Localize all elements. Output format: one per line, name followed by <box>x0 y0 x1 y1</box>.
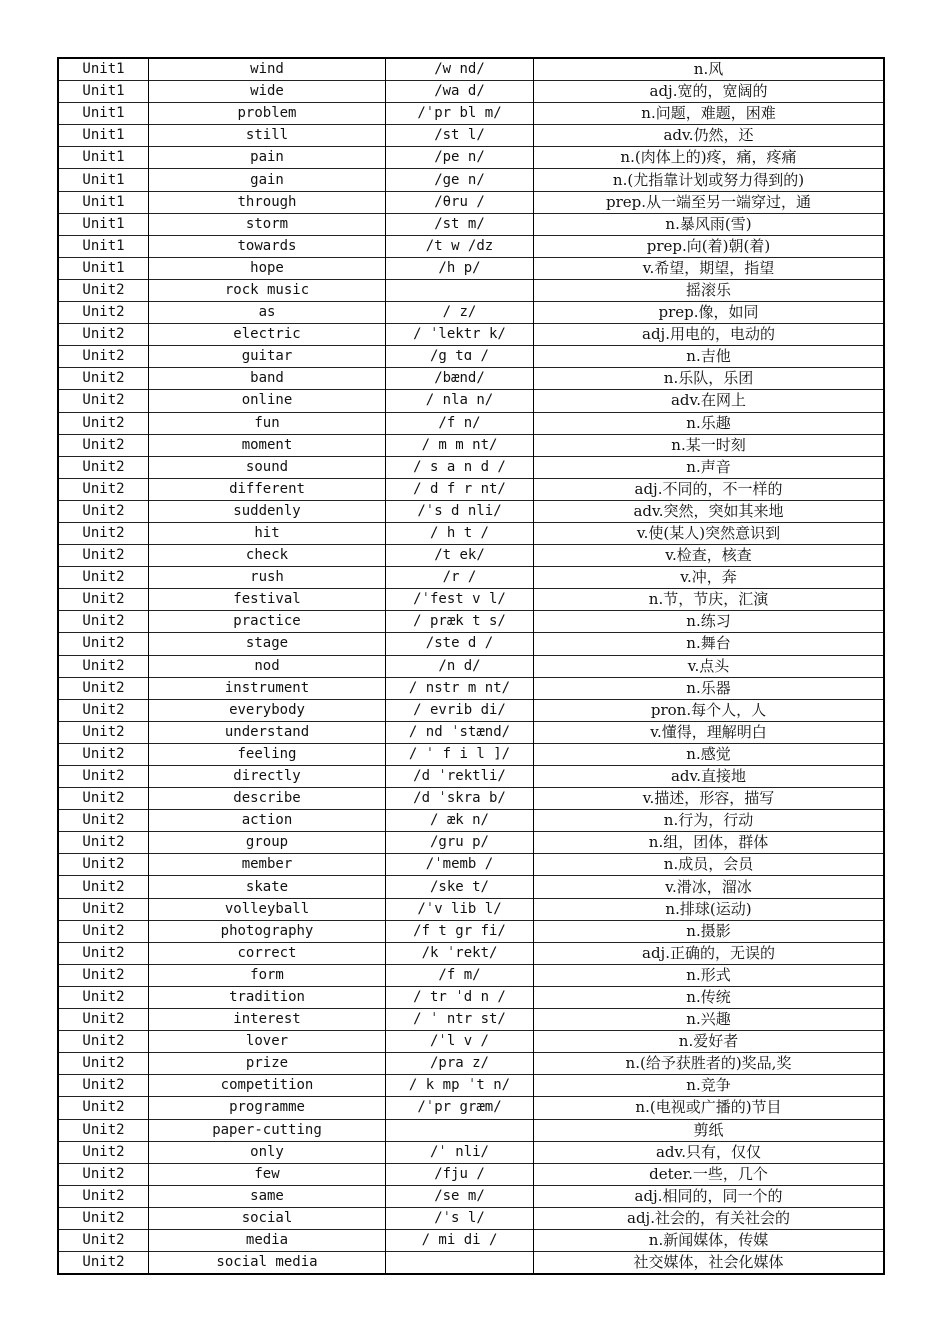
phonetic-cell: /ste d / <box>386 633 534 655</box>
meaning-cell: n.乐队，乐团 <box>534 368 885 390</box>
table-row <box>58 302 884 324</box>
table-row <box>58 876 884 898</box>
phonetic-cell <box>386 1119 534 1141</box>
word-cell: festival <box>149 589 386 611</box>
table-row <box>58 81 884 103</box>
unit-cell: Unit2 <box>58 832 149 854</box>
word-cell: gain <box>149 169 386 191</box>
word-cell: hope <box>149 257 386 279</box>
unit-cell: Unit2 <box>58 1163 149 1185</box>
word-cell: suddenly <box>149 500 386 522</box>
word-cell: form <box>149 964 386 986</box>
phonetic-cell: /ˈs l/ <box>386 1207 534 1229</box>
table-row <box>58 810 884 832</box>
unit-cell: Unit2 <box>58 854 149 876</box>
table-row <box>58 191 884 213</box>
phonetic-cell: /g tɑ / <box>386 346 534 368</box>
word-cell: photography <box>149 920 386 942</box>
phonetic-cell: / h t / <box>386 522 534 544</box>
meaning-cell: adv.在网上 <box>534 390 885 412</box>
phonetic-cell: / z/ <box>386 302 534 324</box>
word-cell: guitar <box>149 346 386 368</box>
unit-cell: Unit2 <box>58 1031 149 1053</box>
unit-cell: Unit2 <box>58 279 149 301</box>
unit-cell: Unit2 <box>58 677 149 699</box>
table-row <box>58 1207 884 1229</box>
meaning-cell: 剪纸 <box>534 1119 885 1141</box>
phonetic-cell: /gru p/ <box>386 832 534 854</box>
meaning-cell: n.组，团体，群体 <box>534 832 885 854</box>
unit-cell: Unit2 <box>58 942 149 964</box>
table-row <box>58 788 884 810</box>
meaning-cell: adj.不同的，不一样的 <box>534 478 885 500</box>
unit-cell: Unit2 <box>58 766 149 788</box>
meaning-cell: adj.相同的，同一个的 <box>534 1185 885 1207</box>
meaning-cell: adv.突然，突如其来地 <box>534 500 885 522</box>
meaning-cell: v.描述，形容，描写 <box>534 788 885 810</box>
table-row <box>58 279 884 301</box>
phonetic-cell <box>386 1252 534 1275</box>
unit-cell: Unit2 <box>58 456 149 478</box>
unit-cell: Unit1 <box>58 257 149 279</box>
phonetic-cell: /f t gr fi/ <box>386 920 534 942</box>
table-row <box>58 1097 884 1119</box>
table-row <box>58 1252 884 1275</box>
unit-cell: Unit2 <box>58 920 149 942</box>
phonetic-cell: /ˈl v / <box>386 1031 534 1053</box>
word-cell: pain <box>149 147 386 169</box>
table-row <box>58 964 884 986</box>
table-row <box>58 699 884 721</box>
table-row <box>58 589 884 611</box>
meaning-cell: n.排球(运动) <box>534 898 885 920</box>
word-cell: check <box>149 545 386 567</box>
word-cell: social media <box>149 1252 386 1275</box>
phonetic-cell: / præk t s/ <box>386 611 534 633</box>
meaning-cell: n.新闻媒体，传媒 <box>534 1229 885 1251</box>
unit-cell: Unit2 <box>58 633 149 655</box>
meaning-cell: adj.用电的，电动的 <box>534 324 885 346</box>
word-cell: member <box>149 854 386 876</box>
meaning-cell: n.问题，难题，困难 <box>534 103 885 125</box>
word-cell: storm <box>149 213 386 235</box>
table-row <box>58 655 884 677</box>
meaning-cell: 社交媒体，社会化媒体 <box>534 1252 885 1275</box>
meaning-cell: n.(肉体上的)疼，痛，疼痛 <box>534 147 885 169</box>
phonetic-cell: /w nd/ <box>386 58 534 81</box>
word-cell: describe <box>149 788 386 810</box>
word-cell: rock music <box>149 279 386 301</box>
unit-cell: Unit2 <box>58 964 149 986</box>
meaning-cell: adj.宽的，宽阔的 <box>534 81 885 103</box>
phonetic-cell: /k ˈrekt/ <box>386 942 534 964</box>
unit-cell: Unit2 <box>58 655 149 677</box>
table-row <box>58 1163 884 1185</box>
phonetic-cell: /st l/ <box>386 125 534 147</box>
meaning-cell: n.声音 <box>534 456 885 478</box>
phonetic-cell: /d ˈskra b/ <box>386 788 534 810</box>
unit-cell: Unit2 <box>58 721 149 743</box>
meaning-cell: v.冲，奔 <box>534 567 885 589</box>
word-cell: through <box>149 191 386 213</box>
meaning-cell: v.点头 <box>534 655 885 677</box>
unit-cell: Unit2 <box>58 478 149 500</box>
meaning-cell: n.吉他 <box>534 346 885 368</box>
meaning-cell: n.(尤指靠计划或努力得到的) <box>534 169 885 191</box>
unit-cell: Unit2 <box>58 412 149 434</box>
word-cell: programme <box>149 1097 386 1119</box>
table-row <box>58 58 884 81</box>
unit-cell: Unit2 <box>58 368 149 390</box>
meaning-cell: n.乐趣 <box>534 412 885 434</box>
phonetic-cell: / nla n/ <box>386 390 534 412</box>
unit-cell: Unit1 <box>58 103 149 125</box>
unit-cell: Unit2 <box>58 743 149 765</box>
table-row <box>58 986 884 1008</box>
phonetic-cell: / mi di / <box>386 1229 534 1251</box>
table-row <box>58 611 884 633</box>
unit-cell: Unit1 <box>58 169 149 191</box>
table-row <box>58 103 884 125</box>
phonetic-cell: /h p/ <box>386 257 534 279</box>
unit-cell: Unit2 <box>58 1009 149 1031</box>
phonetic-cell: / æk n/ <box>386 810 534 832</box>
phonetic-cell: /ske t/ <box>386 876 534 898</box>
meaning-cell: 摇滚乐 <box>534 279 885 301</box>
table-row <box>58 390 884 412</box>
phonetic-cell: /se m/ <box>386 1185 534 1207</box>
meaning-cell: v.检查，核查 <box>534 545 885 567</box>
phonetic-cell: /ˈpr græm/ <box>386 1097 534 1119</box>
word-cell: moment <box>149 434 386 456</box>
unit-cell: Unit2 <box>58 567 149 589</box>
phonetic-cell: /wa d/ <box>386 81 534 103</box>
table-row <box>58 942 884 964</box>
word-cell: nod <box>149 655 386 677</box>
table-row <box>58 434 884 456</box>
unit-cell: Unit2 <box>58 699 149 721</box>
table-row <box>58 545 884 567</box>
unit-cell: Unit2 <box>58 589 149 611</box>
word-cell: directly <box>149 766 386 788</box>
meaning-cell: prep.向(着)朝(着) <box>534 235 885 257</box>
meaning-cell: adv.仍然，还 <box>534 125 885 147</box>
phonetic-cell: / ˈ f i l ]/ <box>386 743 534 765</box>
unit-cell: Unit2 <box>58 434 149 456</box>
unit-cell: Unit1 <box>58 213 149 235</box>
unit-cell: Unit2 <box>58 545 149 567</box>
word-cell: feeling <box>149 743 386 765</box>
phonetic-cell: / d f r nt/ <box>386 478 534 500</box>
meaning-cell: n.(电视或广播的)节目 <box>534 1097 885 1119</box>
unit-cell: Unit2 <box>58 986 149 1008</box>
table-row <box>58 368 884 390</box>
meaning-cell: n.兴趣 <box>534 1009 885 1031</box>
phonetic-cell: /n d/ <box>386 655 534 677</box>
unit-cell: Unit2 <box>58 1141 149 1163</box>
meaning-cell: n.成员，会员 <box>534 854 885 876</box>
table-row <box>58 257 884 279</box>
word-cell: stage <box>149 633 386 655</box>
phonetic-cell: /t ek/ <box>386 545 534 567</box>
meaning-cell: n.节，节庆，汇演 <box>534 589 885 611</box>
table-row <box>58 743 884 765</box>
word-cell: wide <box>149 81 386 103</box>
meaning-cell: n.(给予获胜者的)奖品,奖 <box>534 1053 885 1075</box>
table-row <box>58 213 884 235</box>
phonetic-cell: /ˈfest v l/ <box>386 589 534 611</box>
word-cell: tradition <box>149 986 386 1008</box>
table-row <box>58 567 884 589</box>
phonetic-cell: /fju / <box>386 1163 534 1185</box>
meaning-cell: adv.直接地 <box>534 766 885 788</box>
table-row <box>58 478 884 500</box>
word-cell: action <box>149 810 386 832</box>
meaning-cell: pron.每个人，人 <box>534 699 885 721</box>
table-row <box>58 1009 884 1031</box>
meaning-cell: n.风 <box>534 58 885 81</box>
unit-cell: Unit1 <box>58 125 149 147</box>
unit-cell: Unit2 <box>58 522 149 544</box>
table-row <box>58 522 884 544</box>
phonetic-cell: /t w /dz <box>386 235 534 257</box>
table-row <box>58 1075 884 1097</box>
table-row <box>58 500 884 522</box>
phonetic-cell: /f n/ <box>386 412 534 434</box>
word-cell: group <box>149 832 386 854</box>
unit-cell: Unit2 <box>58 1053 149 1075</box>
unit-cell: Unit2 <box>58 324 149 346</box>
phonetic-cell: / ˈlektr k/ <box>386 324 534 346</box>
meaning-cell: n.暴风雨(雪) <box>534 213 885 235</box>
phonetic-cell: /pe n/ <box>386 147 534 169</box>
word-cell: few <box>149 1163 386 1185</box>
meaning-cell: n.传统 <box>534 986 885 1008</box>
word-cell: wind <box>149 58 386 81</box>
phonetic-cell: /ˈpr bl m/ <box>386 103 534 125</box>
unit-cell: Unit2 <box>58 1229 149 1251</box>
unit-cell: Unit2 <box>58 346 149 368</box>
unit-cell: Unit2 <box>58 788 149 810</box>
word-cell: understand <box>149 721 386 743</box>
phonetic-cell: / evrib di/ <box>386 699 534 721</box>
phonetic-cell: /ˈv lib l/ <box>386 898 534 920</box>
phonetic-cell: /d ˈrektli/ <box>386 766 534 788</box>
unit-cell: Unit2 <box>58 1207 149 1229</box>
unit-cell: Unit2 <box>58 898 149 920</box>
meaning-cell: prep.从一端至另一端穿过，通 <box>534 191 885 213</box>
table-row <box>58 346 884 368</box>
word-cell: interest <box>149 1009 386 1031</box>
unit-cell: Unit2 <box>58 810 149 832</box>
word-cell: same <box>149 1185 386 1207</box>
word-cell: as <box>149 302 386 324</box>
unit-cell: Unit1 <box>58 191 149 213</box>
meaning-cell: adj.社会的，有关社会的 <box>534 1207 885 1229</box>
word-cell: skate <box>149 876 386 898</box>
phonetic-cell: /st m/ <box>386 213 534 235</box>
table-row <box>58 125 884 147</box>
table-row <box>58 1119 884 1141</box>
word-cell: sound <box>149 456 386 478</box>
word-cell: hit <box>149 522 386 544</box>
meaning-cell: n.行为，行动 <box>534 810 885 832</box>
word-cell: paper-cutting <box>149 1119 386 1141</box>
unit-cell: Unit2 <box>58 500 149 522</box>
word-cell: media <box>149 1229 386 1251</box>
phonetic-cell: /ˈ nli/ <box>386 1141 534 1163</box>
word-cell: towards <box>149 235 386 257</box>
phonetic-cell: / s a n d / <box>386 456 534 478</box>
table-row <box>58 1185 884 1207</box>
unit-cell: Unit1 <box>58 58 149 81</box>
table-row <box>58 1031 884 1053</box>
meaning-cell: v.懂得，理解明白 <box>534 721 885 743</box>
table-row <box>58 920 884 942</box>
table-row <box>58 1053 884 1075</box>
unit-cell: Unit2 <box>58 302 149 324</box>
phonetic-cell: /ˈmemb / <box>386 854 534 876</box>
word-cell: still <box>149 125 386 147</box>
unit-cell: Unit2 <box>58 1252 149 1275</box>
unit-cell: Unit2 <box>58 1075 149 1097</box>
table-row <box>58 832 884 854</box>
unit-cell: Unit1 <box>58 147 149 169</box>
word-cell: competition <box>149 1075 386 1097</box>
phonetic-cell: / nd ˈstænd/ <box>386 721 534 743</box>
table-row <box>58 854 884 876</box>
word-cell: prize <box>149 1053 386 1075</box>
unit-cell: Unit1 <box>58 81 149 103</box>
table-row <box>58 169 884 191</box>
table-row <box>58 898 884 920</box>
word-cell: volleyball <box>149 898 386 920</box>
meaning-cell: n.爱好者 <box>534 1031 885 1053</box>
word-cell: fun <box>149 412 386 434</box>
phonetic-cell: / nstr m nt/ <box>386 677 534 699</box>
word-cell: instrument <box>149 677 386 699</box>
meaning-cell: n.练习 <box>534 611 885 633</box>
word-cell: practice <box>149 611 386 633</box>
meaning-cell: n.舞台 <box>534 633 885 655</box>
unit-cell: Unit2 <box>58 1097 149 1119</box>
table-row <box>58 412 884 434</box>
table-row <box>58 721 884 743</box>
table-row <box>58 766 884 788</box>
meaning-cell: v.希望，期望，指望 <box>534 257 885 279</box>
table-row <box>58 456 884 478</box>
unit-cell: Unit2 <box>58 611 149 633</box>
table-row <box>58 324 884 346</box>
word-cell: band <box>149 368 386 390</box>
vocabulary-table-body <box>58 58 884 1274</box>
meaning-cell: deter.一些，几个 <box>534 1163 885 1185</box>
phonetic-cell: / tr ˈd n / <box>386 986 534 1008</box>
table-row <box>58 1229 884 1251</box>
phonetic-cell: /pra z/ <box>386 1053 534 1075</box>
meaning-cell: adj.正确的，无误的 <box>534 942 885 964</box>
phonetic-cell: / m m nt/ <box>386 434 534 456</box>
word-cell: correct <box>149 942 386 964</box>
meaning-cell: prep.像，如同 <box>534 302 885 324</box>
meaning-cell: adv.只有，仅仅 <box>534 1141 885 1163</box>
table-row <box>58 147 884 169</box>
word-cell: different <box>149 478 386 500</box>
meaning-cell: n.形式 <box>534 964 885 986</box>
table-row <box>58 1141 884 1163</box>
table-row <box>58 677 884 699</box>
phonetic-cell: / ˈ ntr st/ <box>386 1009 534 1031</box>
phonetic-cell: /f m/ <box>386 964 534 986</box>
word-cell: rush <box>149 567 386 589</box>
meaning-cell: v.使(某人)突然意识到 <box>534 522 885 544</box>
phonetic-cell <box>386 279 534 301</box>
unit-cell: Unit2 <box>58 1185 149 1207</box>
table-row <box>58 633 884 655</box>
meaning-cell: v.滑冰，溜冰 <box>534 876 885 898</box>
unit-cell: Unit2 <box>58 1119 149 1141</box>
phonetic-cell: /r / <box>386 567 534 589</box>
phonetic-cell: / k mp ˈt n/ <box>386 1075 534 1097</box>
phonetic-cell: /θru / <box>386 191 534 213</box>
word-cell: problem <box>149 103 386 125</box>
word-cell: electric <box>149 324 386 346</box>
phonetic-cell: /ge n/ <box>386 169 534 191</box>
vocabulary-table <box>57 57 885 1275</box>
word-cell: lover <box>149 1031 386 1053</box>
word-cell: only <box>149 1141 386 1163</box>
meaning-cell: n.某一时刻 <box>534 434 885 456</box>
unit-cell: Unit2 <box>58 390 149 412</box>
phonetic-cell: /bænd/ <box>386 368 534 390</box>
phonetic-cell: /ˈs d nli/ <box>386 500 534 522</box>
word-cell: everybody <box>149 699 386 721</box>
table-row <box>58 235 884 257</box>
meaning-cell: n.感觉 <box>534 743 885 765</box>
word-cell: social <box>149 1207 386 1229</box>
meaning-cell: n.摄影 <box>534 920 885 942</box>
meaning-cell: n.乐器 <box>534 677 885 699</box>
unit-cell: Unit2 <box>58 876 149 898</box>
meaning-cell: n.竞争 <box>534 1075 885 1097</box>
word-cell: online <box>149 390 386 412</box>
unit-cell: Unit1 <box>58 235 149 257</box>
